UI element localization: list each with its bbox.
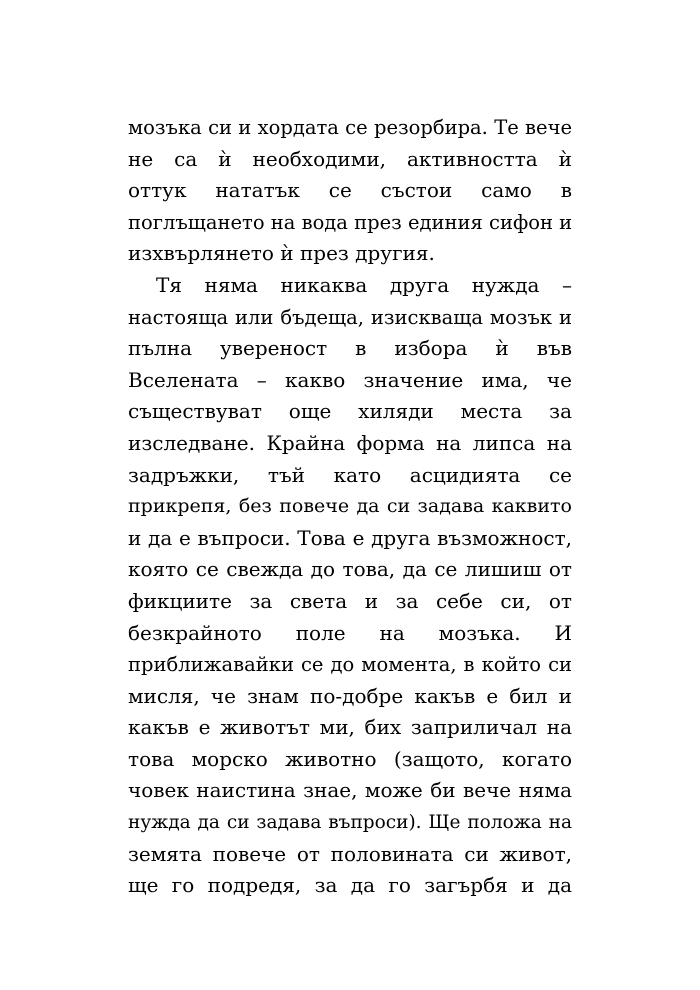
body-text — [128, 112, 572, 902]
text-line: мозъка си и хордата се резорбира. Те вече — [128, 116, 572, 139]
text-line: настояща или бъдеща, изискваща мозък и — [128, 305, 572, 329]
text-line: задръжки, тъй като асцидията се — [128, 462, 572, 487]
text-line: ще го подредя, за да го загърбя и да — [128, 873, 572, 898]
text-line: човек наистина знае, може би вече няма — [128, 778, 572, 803]
text-line: мисля, че знам по-добре какъв е бил и — [128, 683, 572, 708]
text-line: това морско животно (защото, когато — [128, 746, 572, 771]
text-line: изхвърлянето ѝ през другия. — [128, 241, 435, 266]
text-line: не са ѝ необходими, активността ѝ — [128, 146, 572, 171]
text-line: Тя няма никаква друга нужда – — [156, 272, 572, 297]
text-line: която се свежда до това, да се лишиш от — [128, 557, 572, 582]
text-line: оттук нататък се състои само в — [128, 178, 572, 203]
text-line: какъв е животът ми, бих заприличал на — [128, 715, 572, 740]
text-line: приближавайки се до момента, в който си — [128, 653, 572, 677]
text-line: пълна увереност в избора ѝ във — [128, 336, 572, 361]
text-line: земята повече от половината си живот, — [128, 841, 572, 866]
text-line: поглъщането на вода през единия сифон и — [128, 210, 573, 234]
text-line: нужда да си задава въпроси). Ще положа на — [128, 812, 572, 834]
text-line: изследване. Крайна форма на липса на — [128, 430, 572, 455]
text-line: и да е въпроси. Това е друга възможност, — [128, 525, 572, 550]
text-line: безкрайното поле на мозъка. И — [128, 620, 572, 645]
text-line: Вселената – какво значение има, че — [128, 367, 572, 392]
text-line: фикциите за света и за себе си, от — [128, 588, 572, 613]
text-line: съществуват още хиляди места за — [128, 399, 572, 424]
text-line: прикрепя, без повече да си задава каквито — [128, 495, 572, 518]
